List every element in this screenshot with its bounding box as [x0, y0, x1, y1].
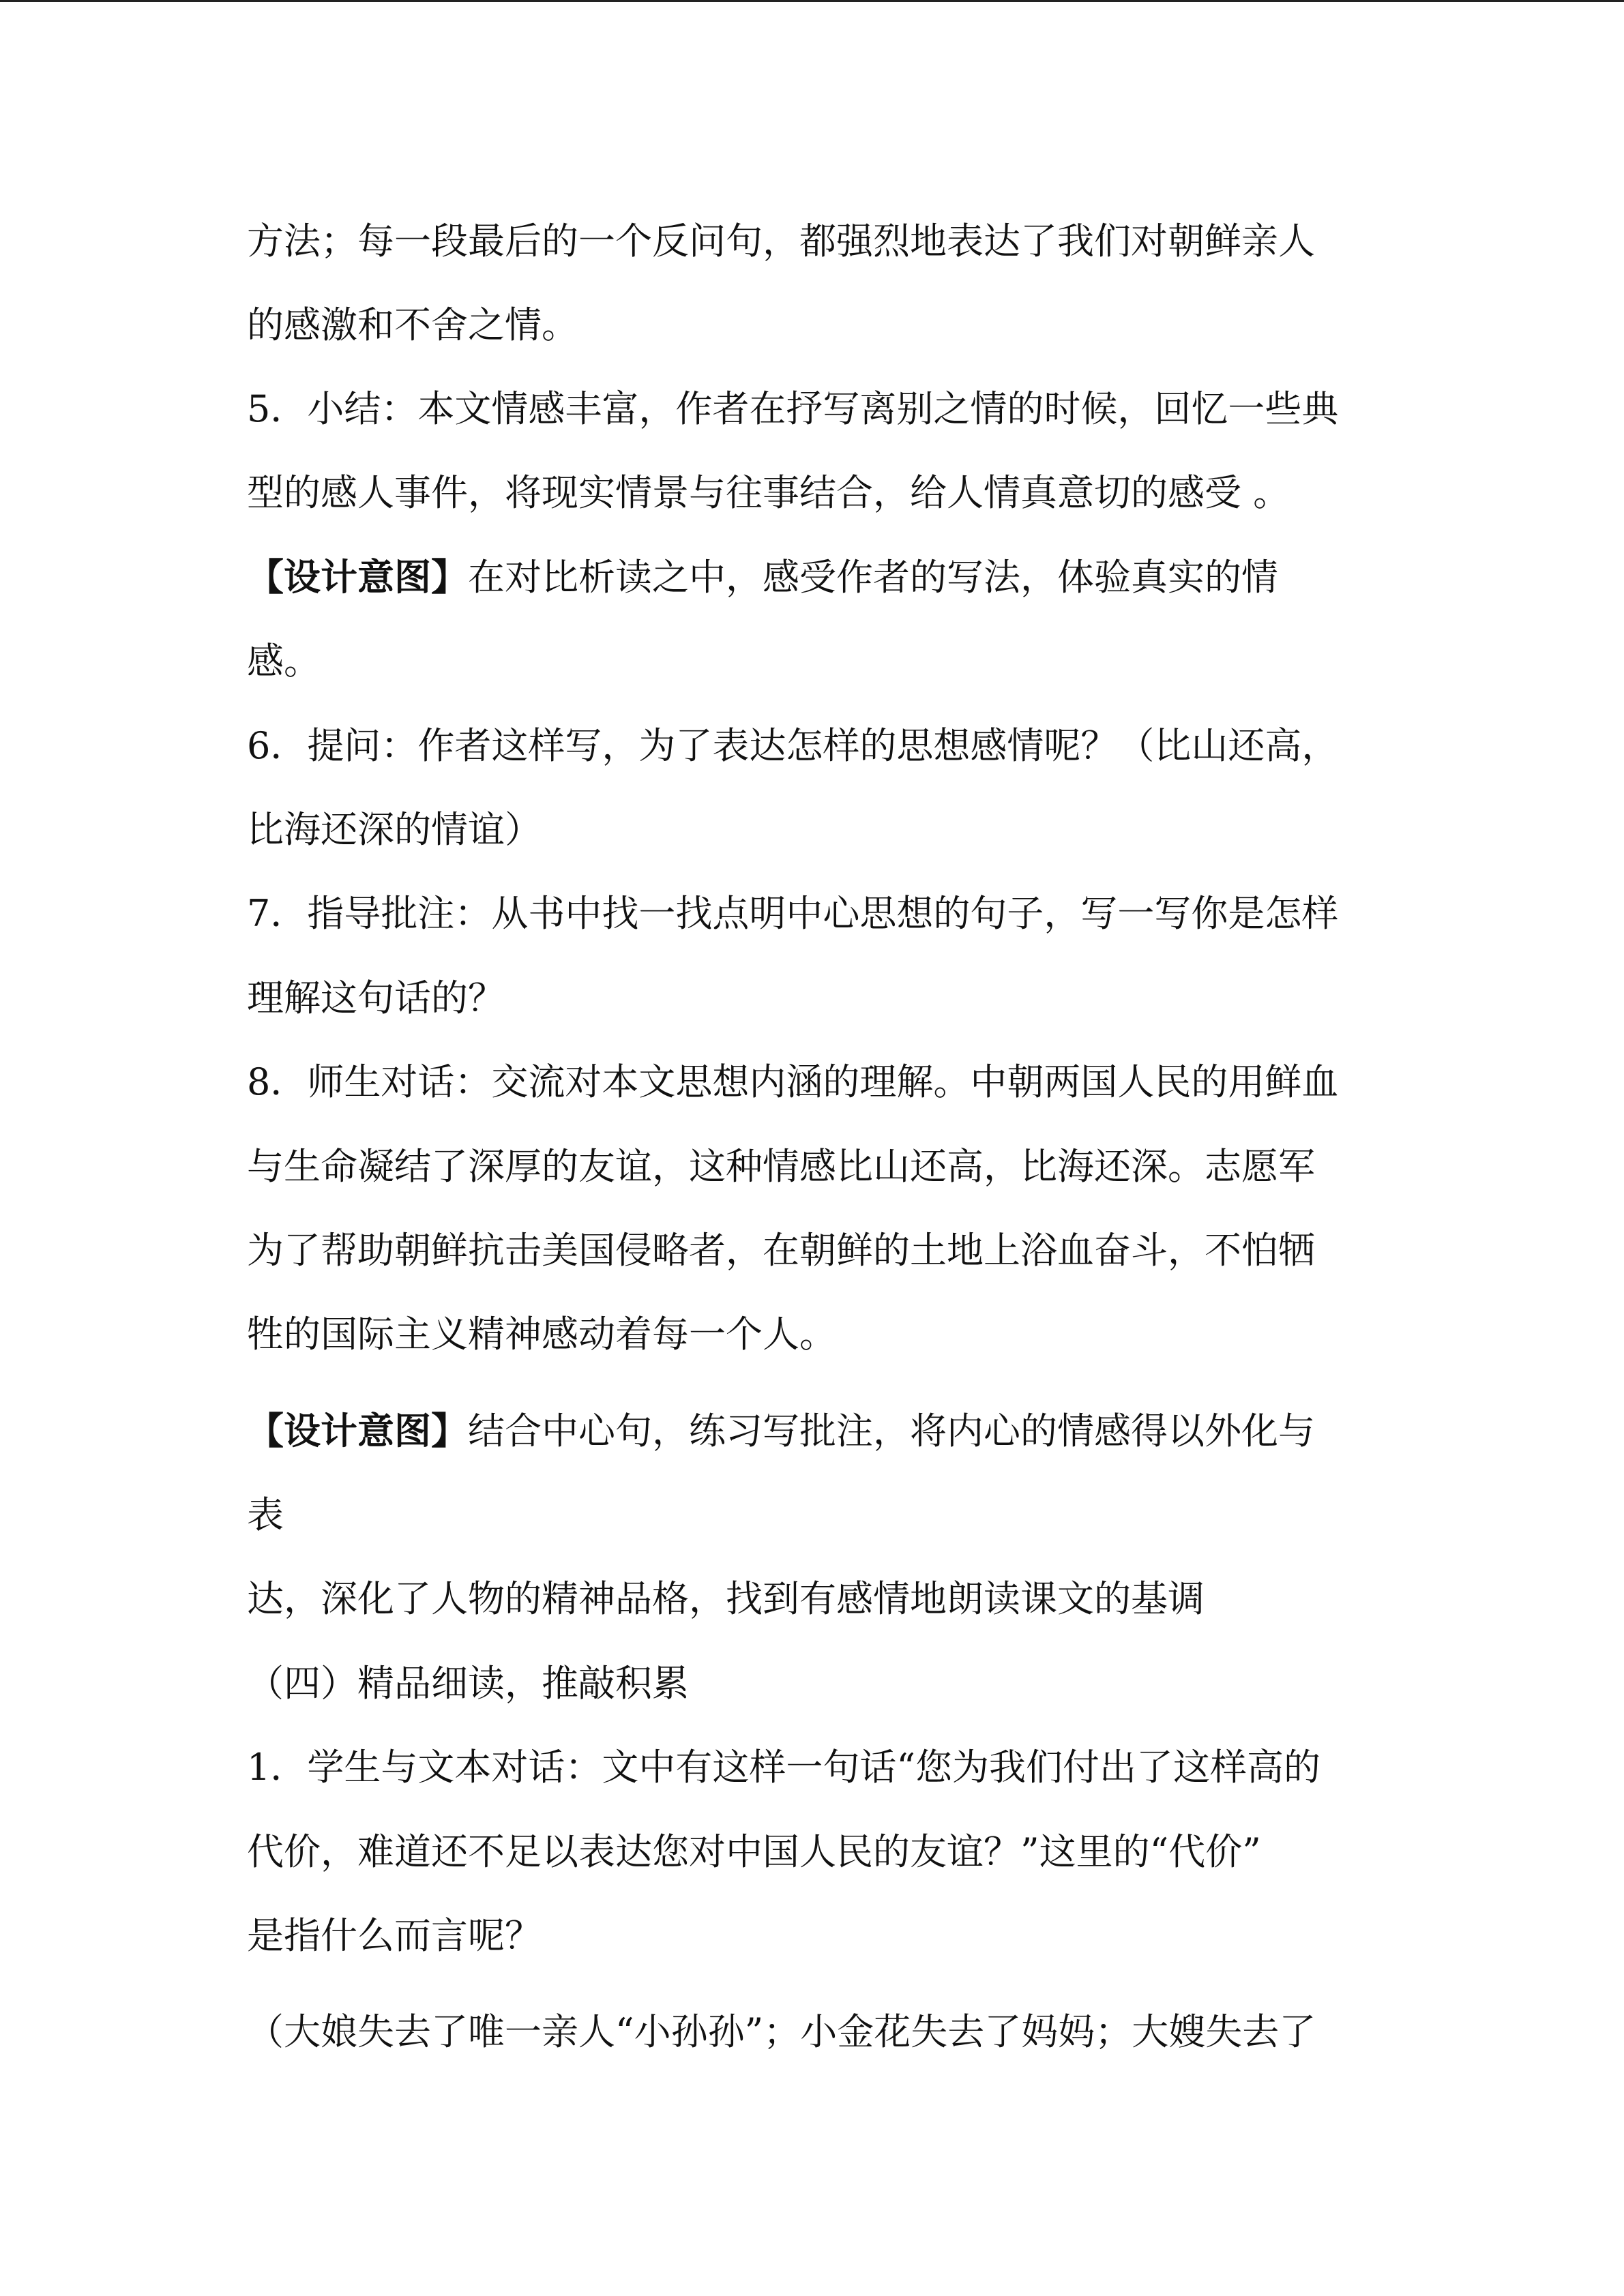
paragraph-line: [247, 1493, 284, 1537]
line-text: 在对比析读之中，感受作者的写法，体验真实的情: [468, 556, 1278, 599]
paragraph-line: [247, 1060, 1338, 1104]
line-text: 方法；每一段最后的一个反问句，都强烈地表达了我们对朝鲜亲人: [247, 220, 1315, 263]
paragraph-line: [247, 1145, 1315, 1189]
paragraph-line: [247, 1830, 1261, 1874]
line-text: 5．小结：本文情感丰富，作者在抒写离别之情的时候，回忆一些典: [247, 387, 1339, 430]
line-text: 为了帮助朝鲜抗击美国侵略者，在朝鲜的土地上浴血奋斗，不怕牺: [247, 1229, 1315, 1272]
paragraph-line: [247, 1746, 1320, 1789]
line-text: （四）精品细读，推敲积累: [247, 1662, 689, 1705]
line-text: 表: [247, 1493, 284, 1536]
line-text: 型的感人事件，将现实情景与往事结合，给人情真意切的感受 。: [247, 471, 1290, 514]
line-text: 比海还深的情谊）: [247, 808, 542, 851]
paragraph-line: [247, 892, 1338, 936]
line-text: 理解这句话的？: [247, 976, 505, 1019]
line-text: （大娘失去了唯一亲人“小孙孙”；小金花失去了妈妈；大嫂失去了: [247, 2010, 1316, 2053]
line-text: 的感激和不舍之情。: [247, 303, 578, 346]
line-text: 7．指导批注：从书中找一找点明中心思想的句子，写一写你是怎样: [247, 892, 1339, 935]
paragraph-line: [247, 556, 1278, 599]
paragraph-line: [247, 1313, 836, 1356]
line-text: 达，深化了人物的精神品格，找到有感情地朗读课文的基调: [247, 1577, 1205, 1620]
line-text: 1．学生与文本对话：文中有这样一句话“您为我们付出了这样高的: [247, 1746, 1320, 1789]
top-border-line: [0, 0, 1624, 2]
line-text: 感。: [247, 640, 321, 683]
paragraph-line: [247, 220, 1315, 263]
line-text: 与生命凝结了深厚的友谊，这种情感比山还高，比海还深。志愿军: [247, 1145, 1315, 1188]
paragraph-line: [247, 303, 578, 347]
paragraph-line: [247, 1577, 1205, 1621]
paragraph-line: [247, 1229, 1315, 1272]
design-intent-label: 【设计意图】: [247, 1410, 468, 1452]
paragraph-line: [247, 387, 1338, 431]
section-heading: [247, 1662, 689, 1705]
line-text: 8．师生对话：交流对本文思想内涵的理解。中朝两国人民的用鲜血: [247, 1060, 1339, 1103]
design-intent-label: 【设计意图】: [247, 556, 468, 599]
paragraph-line: [247, 640, 321, 683]
paragraph-line: [247, 471, 1290, 515]
paragraph-line: [247, 724, 1338, 768]
paragraph-line: [247, 1914, 542, 1958]
line-text: 6．提问：作者这样写，为了表达怎样的思想感情呢？（比山还高，: [247, 724, 1339, 767]
line-text: 牲的国际主义精神感动着每一个人。: [247, 1313, 836, 1356]
line-text: 结合中心句，练习写批注，将内心的情感得以外化与: [468, 1410, 1315, 1452]
paragraph-line: [247, 1410, 1315, 1453]
line-text: 是指什么而言呢？: [247, 1914, 542, 1957]
paragraph-line: [247, 808, 542, 852]
paragraph-line: [247, 2010, 1316, 2054]
paragraph-line: [247, 976, 505, 1020]
line-text: 代价，难道还不足以表达您对中国人民的友谊？”这里的“代价”: [247, 1830, 1261, 1873]
